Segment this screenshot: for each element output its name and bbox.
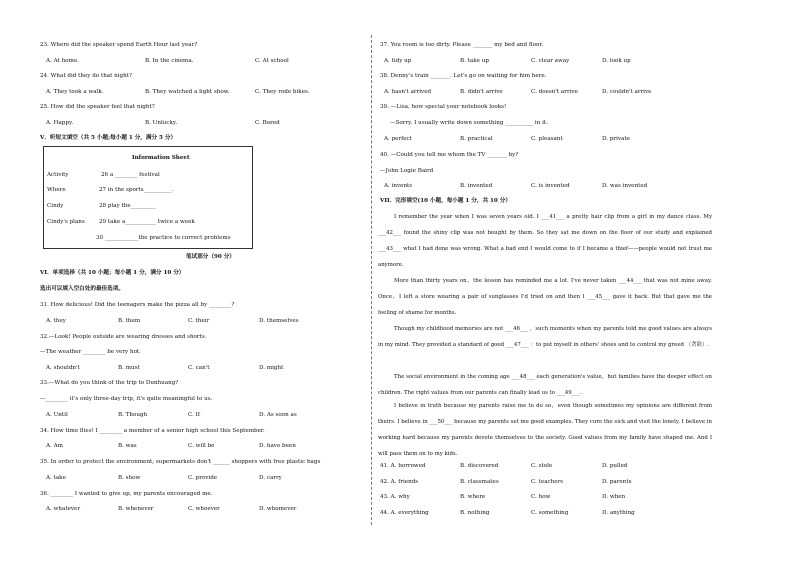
- option-b: B. Unlucky.: [145, 120, 178, 126]
- option-a: 44. A. everything: [380, 510, 429, 516]
- question-stem: 32.—Look! People outside are wearing dresses and shorts.: [40, 334, 207, 340]
- question-stem: 38. Denny's train _______. Let's go on waiting for him here.: [380, 73, 547, 79]
- option-a: A. Until: [46, 412, 68, 418]
- cloze-paragraph: The social environment in the coming age ___48___ each generation's value，but families have the deeper effect on children. The right values from our parents can finally lead us to ___49___.: [378, 374, 712, 396]
- option-b: B. invented: [460, 183, 493, 189]
- info-value: 27 in the sports__________.: [99, 187, 174, 193]
- option-b: B. nothing: [460, 510, 490, 516]
- option-a: A. shouldn't: [46, 365, 80, 371]
- option-c: C. stole: [531, 463, 553, 469]
- option-c: C. provide: [188, 475, 218, 481]
- section-heading: VII．完形填空(10 小题，每小题 1 分，共 10 分）: [380, 198, 511, 204]
- option-a: A. take: [46, 475, 66, 481]
- option-a: A. At home.: [46, 58, 79, 64]
- option-a: A. invents: [384, 183, 413, 189]
- option-b: B. where: [460, 494, 486, 500]
- info-value: 30 ____________the practice to correct problems: [96, 235, 231, 241]
- option-a: A. Happy.: [46, 120, 74, 126]
- option-d: D. when: [602, 494, 626, 500]
- information-sheet: [43, 146, 253, 249]
- option-d: D. have been: [259, 443, 296, 449]
- info-value: 26 a ________ festival: [101, 172, 160, 178]
- question-stem: 40. —Could you tell me whom the TV _______ by?: [380, 152, 519, 158]
- option-a: A. perfect: [384, 136, 412, 142]
- option-d: D. As soon as: [259, 412, 297, 418]
- option-a: 43. A. why: [380, 494, 410, 500]
- option-d: D. anything: [602, 510, 635, 516]
- option-a: A. whatever: [46, 506, 81, 512]
- option-b: B. take up: [460, 58, 489, 64]
- option-d: D. look up: [602, 58, 631, 64]
- info-label: Cindy: [47, 203, 64, 209]
- question-stem: —________ it's only three-day trip, it's quite meaningful to us.: [40, 396, 213, 402]
- option-c: C. is invented: [531, 183, 570, 189]
- cloze-paragraph: More than thirty years on，the lesson has reminded me a lot. I've never taken ___44___ that was not mine away. Once，I left a store wearing a pair of sunglasses I'd tried on and then I ___45___ gave it back. But that gave me the feeling of shame for months.: [378, 278, 712, 316]
- option-b: B. them: [118, 318, 141, 324]
- option-c: C. clear away: [531, 58, 570, 64]
- question-stem: —John Logie Baird: [380, 168, 434, 174]
- option-d: D. was invented: [602, 183, 648, 189]
- option-a: A. they: [46, 318, 66, 324]
- option-a: A. They took a walk.: [46, 89, 104, 95]
- question-stem: 39. —Lisa, how special your notebook looks!: [380, 104, 507, 110]
- option-b: B. discovered: [460, 463, 499, 469]
- cloze-paragraph: I remember the year when I was seven years old. I ___41___ a pretty hair clip from a girl in my dance class. My ___42___ found the shiny clip was not bought by them. So they sat me down on the floor of our study and explained ___43___ what I had done was wrong. What a bad end I would come to if I became a thief——people would not trust me anymore.: [378, 214, 712, 268]
- column-divider: [371, 35, 372, 525]
- option-d: D. carry: [259, 475, 282, 481]
- option-c: C. They rode bikes.: [255, 89, 310, 95]
- question-stem: 23. Where did the speaker spend Earth Hour last year?: [40, 42, 198, 48]
- option-d: D. whomever: [259, 506, 297, 512]
- option-c: C. If: [188, 412, 200, 418]
- option-a: A. hasn't arrived: [384, 89, 432, 95]
- question-stem: 25. How did the speaker feel that night?: [40, 104, 155, 110]
- option-a: A. tidy up: [384, 58, 412, 64]
- info-sheet-title: Information Sheet: [132, 155, 190, 161]
- question-stem: —Sorry. I usually write down something __________ in it.: [390, 120, 548, 126]
- option-c: C. doesn't arrive: [531, 89, 578, 95]
- option-d: D. private: [602, 136, 630, 142]
- option-d: D. might: [259, 365, 284, 371]
- cloze-paragraph: Though my childhood memories are not ___46___ ，such moments when my parents told me good values are always in my mind. They provided a standard of good ___47___ ：to put myself in others' shoes and to control my greed （贪欲）.: [378, 326, 712, 348]
- question-stem: 37. You room is too dirty. Please _______ my bed and floor.: [380, 42, 544, 48]
- cloze-paragraph: I believe in truth because my parents raise me to do so，even though sometimes my opinions are different from theirs. I believe in ___50___ because my parents set me good examples. They cure the sick and visit the lonely. I believe in working hard because my parents devote themselves to the society. Good values from my family have shaped me. And I will pass them on to my kids.: [378, 403, 712, 457]
- question-stem: —The weather ________ be very hot.: [40, 349, 141, 355]
- written-part-heading: 笔试部分（90 分）: [186, 254, 235, 260]
- section-heading: V．听短文填空（共 5 小题;每小题 1 分，满分 5 分）: [40, 135, 177, 141]
- option-b: B. They watched a light show.: [145, 89, 230, 95]
- option-a: 41. A. borrowed: [380, 463, 426, 469]
- option-c: C. how: [531, 494, 551, 500]
- info-label: Where: [47, 187, 66, 193]
- option-a: A. Am: [46, 443, 63, 449]
- option-d: D. parents: [602, 479, 632, 485]
- question-stem: 34. How time flies! I ________ a member of a senior high school this September.: [40, 428, 265, 434]
- option-c: C. something: [531, 510, 569, 516]
- option-a: 42. A. friends: [380, 479, 419, 485]
- info-label: Activity: [47, 172, 69, 178]
- question-stem: 35. In order to protect the environment, supermarkets don't ______ shoppers with free plastic bags: [40, 459, 321, 465]
- option-b: B. show: [118, 475, 141, 481]
- info-label: Cindy's plans: [47, 219, 85, 225]
- option-b: B. practical: [460, 136, 493, 142]
- info-value: 29 take a___________ twice a week: [99, 219, 195, 225]
- option-d: D. couldn't arrive: [602, 89, 652, 95]
- option-d: D. pulled: [602, 463, 628, 469]
- option-d: D. themselves: [259, 318, 299, 324]
- option-b: B. Though: [118, 412, 148, 418]
- option-b: B. classmates: [460, 479, 499, 485]
- option-b: B. didn't arrive: [460, 89, 503, 95]
- option-c: C. their: [188, 318, 210, 324]
- question-stem: 36. ________ I wanted to give up, my parents encouraged me.: [40, 491, 213, 497]
- question-stem: 24. What did they do that night?: [40, 73, 132, 79]
- option-c: C. can't: [188, 365, 210, 371]
- section-heading: VI．单项选择（共 10 小题；每小题 1 分，满分 10 分）: [40, 270, 185, 276]
- option-b: B. In the cinema.: [145, 58, 194, 64]
- option-c: C. pleasant: [531, 136, 563, 142]
- option-b: B. whenever: [118, 506, 154, 512]
- question-stem: 31. How delicious! Did the teenagers make the pizza all by ________?: [40, 302, 235, 308]
- option-c: C. At school: [255, 58, 289, 64]
- info-value: 28 play the_________: [99, 203, 156, 209]
- option-b: B. must: [118, 365, 140, 371]
- option-c: C. will be: [188, 443, 215, 449]
- section-instruction: 选出可以填入空白处的最佳选项。: [40, 286, 124, 292]
- option-c: C. Bored: [255, 120, 280, 126]
- option-c: C. whoever: [188, 506, 220, 512]
- option-b: B. was: [118, 443, 137, 449]
- question-stem: 33.—What do you think of the trip to Dunhuang?: [40, 380, 179, 386]
- option-c: C. teachers: [531, 479, 564, 485]
